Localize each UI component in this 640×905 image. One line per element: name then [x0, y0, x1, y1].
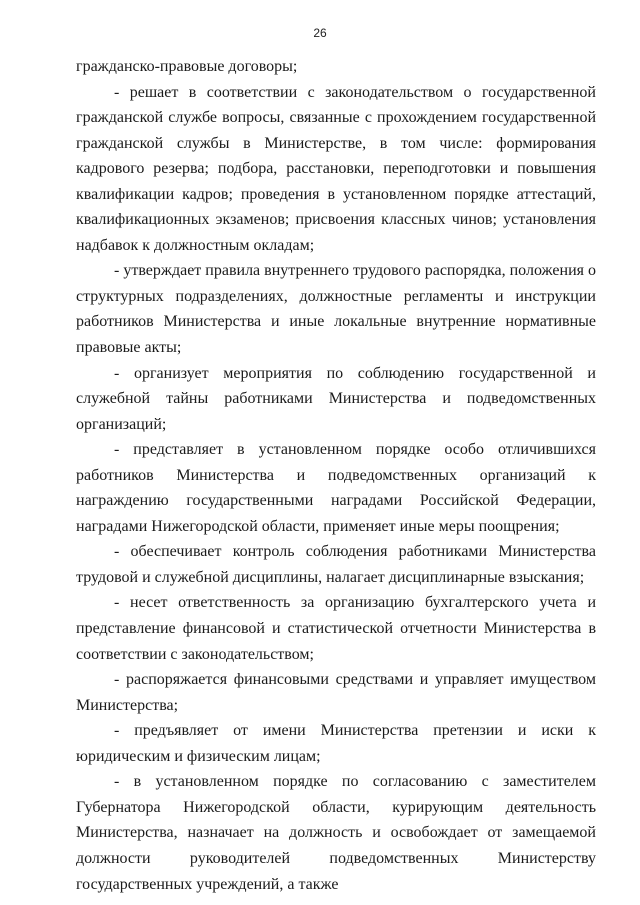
- page-number: 26: [313, 26, 327, 40]
- paragraph-appointments: - в установленном порядке по согласованию с заместителем Губернатора Нижегородской области, курирующим деятельность Министерства, назначает на должность и освобождает от замещаемой должности руководителей подведомственных Министерству государственных учреждений, а также: [76, 773, 596, 893]
- paragraph-internal-regulations: - утверждает правила внутреннего трудового распорядка, положения о структурных подразделениях, должностные регламенты и инструкции работников Министерства и иные локальные внутренние нормативные правовые акты;: [76, 262, 596, 357]
- paragraph-awards: - представляет в установленном порядке особо отличившихся работников Министерства и подведомственных организаций к награждению государственными наградами Российской Федерации, наградами Нижегородской области, применяет иные меры поощрения;: [76, 441, 596, 535]
- paragraph-continuation: гражданско-правовые договоры;: [76, 58, 298, 75]
- paragraph-secrecy-measures: - организует мероприятия по соблюдению государственной и служебной тайны работниками Министерства и подведомственных организаций;: [76, 364, 596, 433]
- paragraph-accounting: - несет ответственность за организацию бухгалтерского учета и представление финансовой и статистической отчетности Министерства в соответствии с законодательством;: [76, 594, 596, 663]
- document-body: [76, 54, 596, 897]
- paragraph-claims: - предъявляет от имени Министерства претензии и иски к юридическим и физическим лицам;: [76, 722, 596, 765]
- paragraph-civil-service-issues: - решает в соответствии с законодательством о государственной гражданской службе вопросы, связанные с прохождением государственной гражданской службы в Министерстве, в том числе: формирования кадрового резерва; подбора, расстановки, переподготовки и повышения квалификации кадров; проведения в установленном порядке аттестаций, квалификационных экзаменов; присвоения классных чинов; установления надбавок к должностным окладам;: [76, 83, 596, 254]
- paragraph-finances: - распоряжается финансовыми средствами и управляет имуществом Министерства;: [76, 671, 596, 714]
- paragraph-discipline: - обеспечивает контроль соблюдения работниками Министерства трудовой и служебной дисциплины, налагает дисциплинарные взыскания;: [76, 543, 596, 586]
